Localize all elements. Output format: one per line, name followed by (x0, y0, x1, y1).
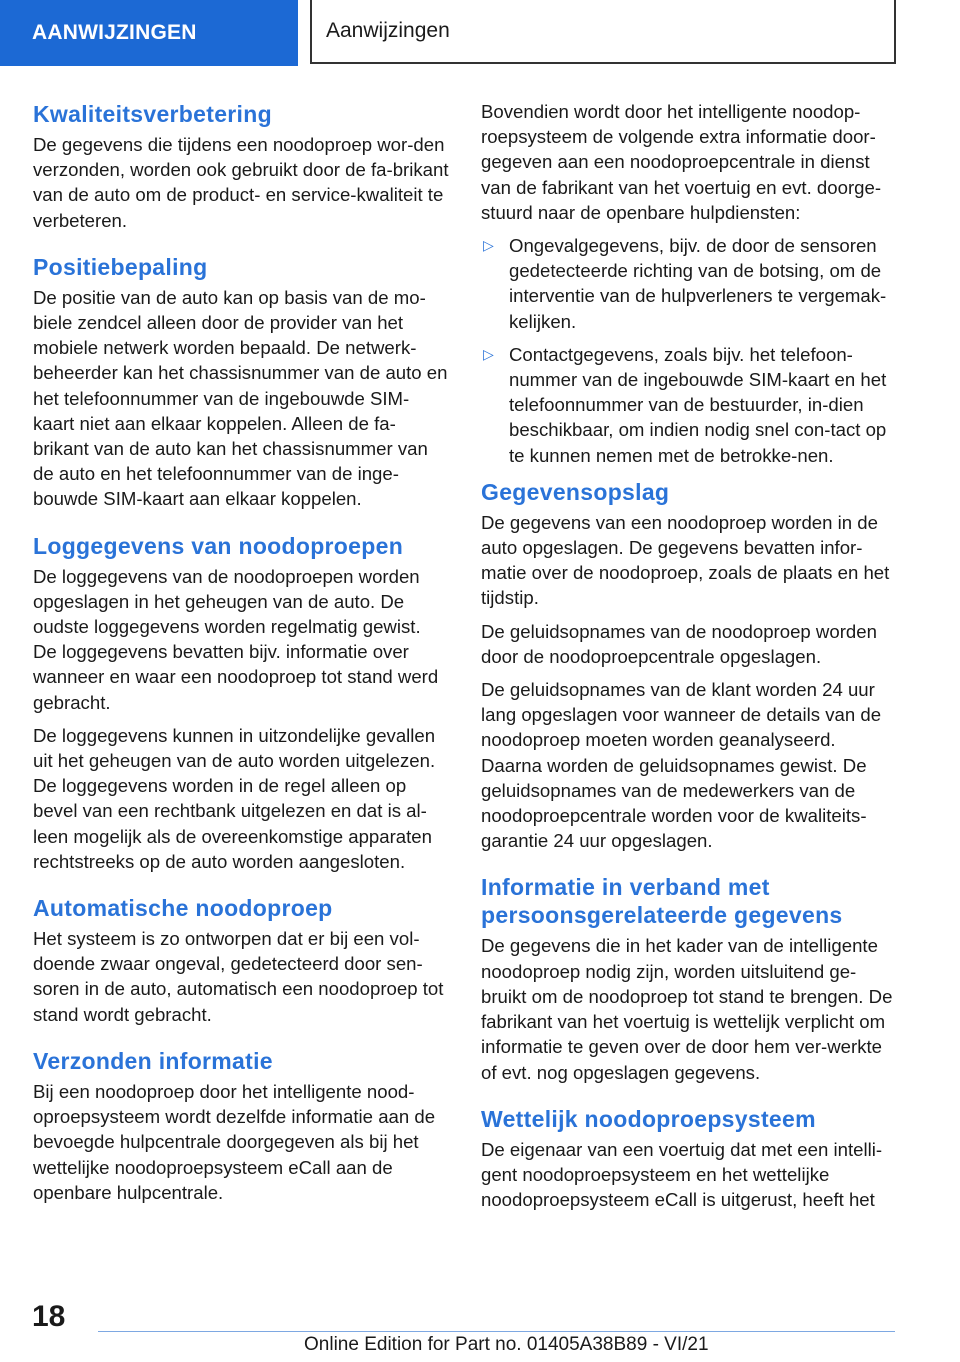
section-gegevensopslag (481, 478, 897, 854)
paragraph: De geluidsopnames van de noodoproep worden door de noodoproepcentrale opgeslagen. (481, 620, 877, 667)
paragraph: De geluidsopnames van de klant worden 24 uur lang opgeslagen voor wanneer de details van de noodoproep moeten worden geanalyseerd. Daarna worden de geluidsopnames gewist. De geluidsopnames van de medewerkers van de noodoproepcentrale worden voor de kwaliteits-garantie 24 uur opgeslagen. (481, 679, 882, 852)
section-loggegevens (33, 532, 449, 874)
section-wettelijk-noodoproepsysteem (481, 1105, 897, 1213)
paragraph: De eigenaar van een voertuig dat met een intelli-gent noodoproepsysteem en het wettelijke noodoproepsysteem eCall is uitgerust, heeft het (481, 1138, 883, 1211)
section-verzonden-informatie (33, 1047, 449, 1205)
chapter-tab-label: AANWIJZINGEN (32, 21, 197, 44)
section-heading: Gegevensopslag (481, 478, 670, 505)
triangle-bullet-icon: ▷ (483, 237, 494, 254)
list-item (481, 233, 897, 334)
list-item-text: Ongevalgegevens, bijv. de door de sensoren gedetecteerde richting van de botsing, om de interventie van de hulpverleners te vergemak-kelijken. (509, 235, 887, 332)
section-automatische-noodoproep (33, 894, 449, 1027)
chapter-tab[interactable] (0, 0, 298, 66)
paragraph: Het systeem is zo ontworpen dat er bij een vol-doende zwaar ongeval, gedetecteerd door sen-soren in de auto, automatisch een noodoproep tot stand wordt gebracht. (33, 928, 444, 1025)
section-heading: Verzonden informatie (33, 1047, 273, 1074)
paragraph: De gegevens die tijdens een noodoproep wor-den verzonden, worden ook gebruikt door de fa-brikant van de auto om de product- en service-kwaliteit te verbeteren. (33, 134, 449, 231)
paragraph: De loggegevens van de noodoproepen worden opgeslagen in het geheugen van de auto. De oudste loggegevens worden regelmatig gewist. De loggegevens bevatten bijv. informatie over wanneer en waar een noodoproep tot stand werd gebracht. (33, 565, 439, 713)
paragraph: Bij een noodoproep door het intelligente nood-oproepsysteem wordt dezelfde informatie aan de bevoegde hulpcentrale doorgegeven als bij het wettelijke noodoproepsysteem eCall aan de openbare hulpcentrale. (33, 1080, 436, 1203)
triangle-bullet-icon: ▷ (483, 345, 494, 362)
paragraph: De loggegevens kunnen in uitzondelijke gevallen uit het geheugen van de auto worden uitgelezen. De loggegevens worden in de regel alleen op bevel van een rechtbank uitgelezen en dat is al-leen mogelijk als de overeenkomstige apparaten rechtstreeks op de auto worden aangesloten. (33, 724, 436, 872)
left-column (33, 100, 449, 1225)
page-header-title: Aanwijzingen (326, 19, 450, 42)
footer-edition-text: Online Edition for Part no. 01405A38B89 - VI/21 (304, 1334, 709, 1355)
section-kwaliteitsverbetering (33, 100, 449, 233)
section-heading: Loggegevens van noodoproepen (33, 532, 404, 559)
list-item (481, 342, 897, 468)
page-header (310, 0, 896, 64)
right-column (481, 99, 897, 1232)
section-heading: Automatische noodoproep (33, 895, 333, 922)
footer-divider (98, 1331, 895, 1332)
intro-paragraph: Bovendien wordt door het intelligente noodop-roepsysteem de volgende extra informatie door-gegeven aan een noodoproepcentrale in dienst van de fabrikant van het voertuig en evt. doorge-stuurd naar de openbare hulpdiensten: (481, 101, 882, 223)
section-persoonsgegevens (481, 873, 897, 1084)
paragraph: De gegevens die in het kader van de intelligente noodoproep nodig zijn, worden uitsluitend ge-bruikt om de noodoproep tot stand te brengen. De fabrikant van het voertuig is wettelijk verplicht om informatie te geven over de door hem ver-werkte of evt. nog opgeslagen gegevens. (481, 935, 893, 1083)
page-number: 18 (32, 1300, 66, 1333)
paragraph: De positie van de auto kan op basis van de mo-biele zendcel alleen door de provider van het mobiele netwerk worden bepaald. De netwerk-beheerder kan het chassisnummer van de auto en het telefoonnummer van de ingebouwde SIM-kaart niet aan elkaar koppelen. Alleen de fa-brikant van de auto kan het chassisnummer van de auto en het telefoonnummer van de inge-bouwde SIM-kaart aan elkaar koppelen. (33, 286, 448, 510)
section-heading: Kwaliteitsverbetering (33, 101, 272, 127)
section-heading: Informatie in verband met persoonsgerelateerde gegevens (481, 874, 843, 929)
paragraph: De gegevens van een noodoproep worden in de auto opgeslagen. De gegevens bevatten infor-matie over de noodoproep, zoals de plaats en het tijdstip. (481, 511, 890, 609)
section-positiebepaling (33, 253, 449, 512)
section-heading: Wettelijk noodoproepsysteem (481, 1105, 816, 1132)
bullet-list (481, 233, 897, 468)
list-item-text: Contactgegevens, zoals bijv. het telefoon-nummer van de ingebouwde SIM-kaart en het telefoonnummer van de bestuurder, in-dien beschikbaar, om indien nodig snel con-tact op te kunnen nemen met de betrokke-nen. (509, 343, 887, 466)
section-heading: Positiebepaling (33, 253, 208, 280)
